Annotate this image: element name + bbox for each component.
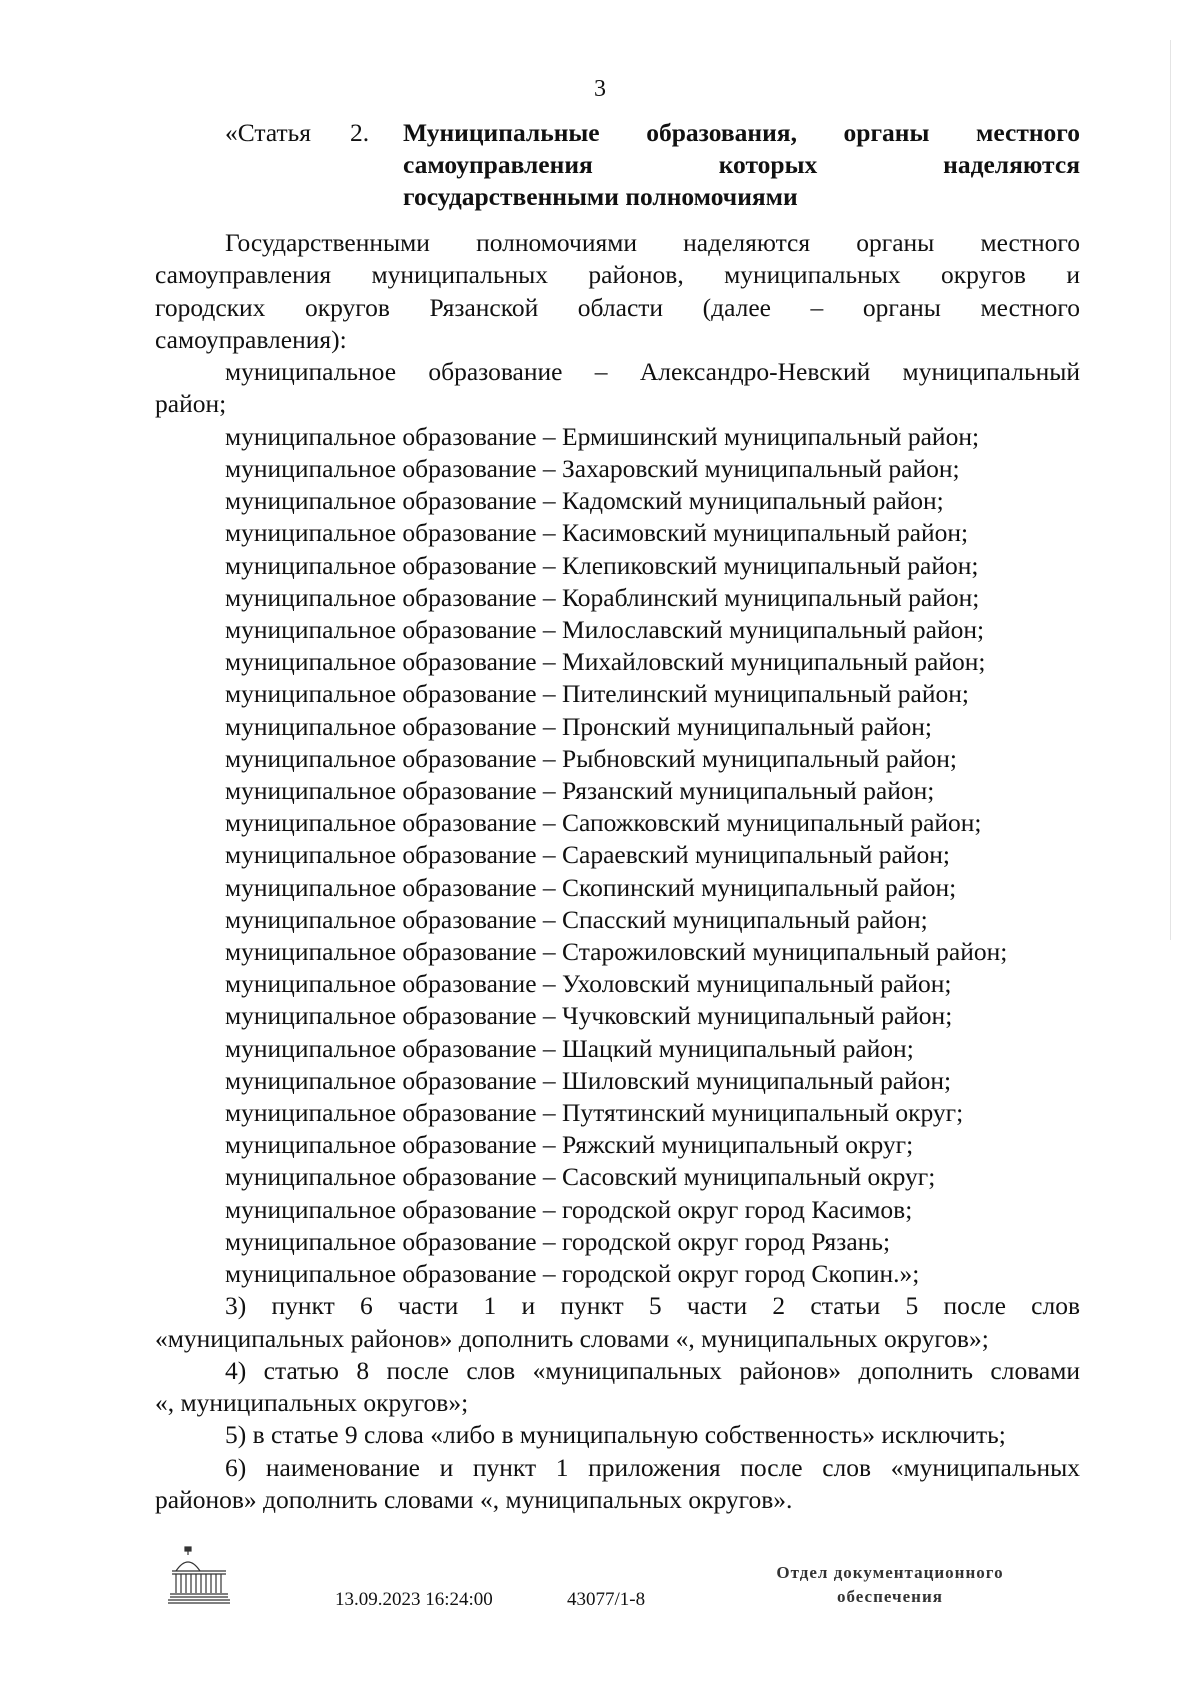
list-item: муниципальное образование – Рязанский муниципальный район; — [225, 776, 935, 806]
department-stamp — [740, 1561, 1040, 1609]
intro-line: Государственными полномочиями наделяются органы местного — [225, 228, 1080, 257]
amendment-4 — [155, 1355, 1080, 1420]
department-stamp-line: Отдел документационного — [776, 1563, 1004, 1582]
article-prefix: «Статья — [225, 118, 312, 147]
amendment-3 — [155, 1290, 1080, 1355]
list-item: муниципальное образование – Сасовский муниципальный округ; — [225, 1162, 936, 1192]
amendment-line: 5) в статье 9 слова «либо в муниципальную собственность» исключить; — [225, 1420, 1006, 1450]
intro-line: самоуправления): — [155, 324, 347, 354]
amendment-line: 4) статью 8 после слов «муниципальных районов» дополнить словами — [225, 1355, 1080, 1385]
amendment-line: «, муниципальных округов»; — [155, 1388, 469, 1418]
department-stamp-line: обеспечения — [837, 1587, 943, 1606]
article-title-line: государственными полномочиями — [403, 182, 798, 211]
municipality-list — [155, 421, 1080, 1290]
amendment-line: 3) пункт 6 части 1 и пункт 5 части 2 статьи 5 после слов — [225, 1291, 1080, 1321]
article-number: 2. — [350, 118, 370, 147]
article-title-line: Муниципальные образования, органы местного — [403, 118, 1080, 147]
article-body — [155, 227, 1080, 1516]
list-item-line: район; — [155, 389, 227, 419]
scan-edge-mark — [1170, 40, 1171, 940]
footer-registration-number: 43077/1-8 — [567, 1589, 646, 1610]
list-item: муниципальное образование – Путятинский муниципальный округ; — [225, 1098, 964, 1128]
list-item-line: муниципальное образование – Александро-Невский муниципальный — [225, 357, 1080, 387]
list-item: муниципальное образование – Кадомский муниципальный район; — [225, 486, 944, 516]
list-item: муниципальное образование – Рыбновский муниципальный район; — [225, 743, 957, 773]
list-item: муниципальное образование – Чучковский муниципальный район; — [225, 1001, 953, 1031]
list-item: муниципальное образование – Пителинский муниципальный район; — [225, 679, 969, 709]
list-item: муниципальное образование – Касимовский муниципальный район; — [225, 518, 969, 548]
list-item: муниципальное образование – городской округ город Рязань; — [225, 1226, 891, 1256]
amendment-line: «муниципальных районов» дополнить словами «, муниципальных округов»; — [155, 1323, 989, 1353]
duma-building-emblem-icon — [168, 1545, 230, 1607]
list-item: муниципальное образование – Михайловский муниципальный район; — [225, 647, 986, 677]
first-list-item — [155, 356, 1080, 421]
list-item: муниципальное образование – Милославский муниципальный район; — [225, 615, 985, 644]
intro-line: городских округов Рязанской области (далее – органы местного — [155, 292, 1080, 322]
amendment-line: районов» дополнить словами «, муниципальных округов». — [155, 1485, 793, 1515]
page-number: 3 — [594, 76, 606, 102]
list-item: муниципальное образование – Ухоловский муниципальный район; — [225, 969, 952, 999]
list-item: муниципальное образование – Сапожковский муниципальный район; — [225, 808, 982, 838]
amendment-5 — [155, 1419, 1080, 1451]
list-item: муниципальное образование – Кораблинский муниципальный район; — [225, 582, 980, 612]
list-item: муниципальное образование – Клепиковский муниципальный район; — [225, 550, 979, 580]
list-item: муниципальное образование – Ермишинский муниципальный район; — [225, 421, 980, 451]
list-item: муниципальное образование – Шацкий муниципальный район; — [225, 1033, 914, 1063]
footer-datetime: 13.09.2023 16:24:00 — [335, 1589, 493, 1610]
list-item: муниципальное образование – Шиловский муниципальный район; — [225, 1065, 952, 1095]
list-item: муниципальное образование – Пронский муниципальный район; — [225, 711, 932, 741]
list-item: муниципальное образование – Сараевский муниципальный район; — [225, 840, 951, 870]
list-item: муниципальное образование – Захаровский муниципальный район; — [225, 453, 960, 483]
list-item: муниципальное образование – городской округ город Скопин.»; — [225, 1259, 920, 1289]
list-item: муниципальное образование – Старожиловский муниципальный район; — [225, 937, 1008, 967]
article-title-line: самоуправления которых наделяются — [403, 150, 1080, 179]
list-item: муниципальное образование – городской округ город Касимов; — [225, 1194, 913, 1224]
article-title — [403, 117, 1080, 213]
list-item: муниципальное образование – Скопинский муниципальный район; — [225, 872, 957, 902]
intro-line: самоуправления муниципальных районов, муниципальных округов и — [155, 260, 1080, 290]
amendment-line: 6) наименование и пункт 1 приложения после слов «муниципальных — [225, 1452, 1080, 1482]
intro-paragraph — [155, 227, 1080, 356]
list-item: муниципальное образование – Спасский муниципальный район; — [225, 904, 928, 934]
list-item: муниципальное образование – Ряжский муниципальный округ; — [225, 1130, 914, 1160]
amendment-6 — [155, 1452, 1080, 1517]
